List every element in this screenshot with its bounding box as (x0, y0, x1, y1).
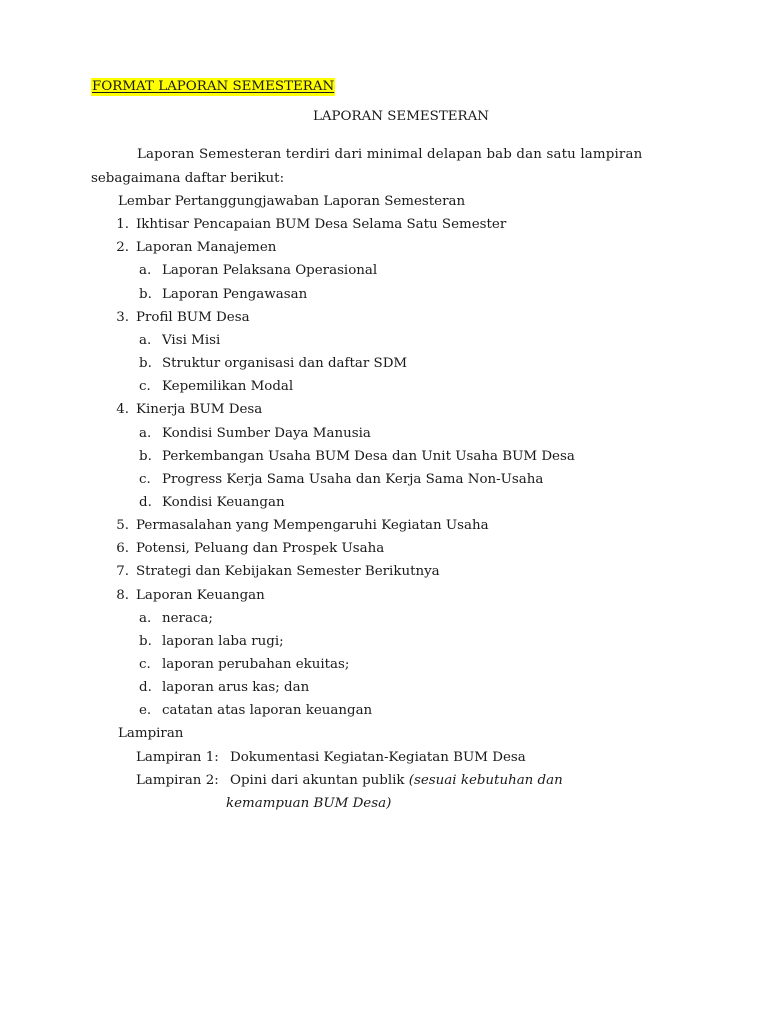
chapter-number: 6. (116, 541, 129, 556)
sub-item-text: Kondisi Sumber Daya Manusia (162, 426, 371, 441)
cover-sheet-line: Lembar Pertanggungjawaban Laporan Semesteran (118, 194, 466, 209)
sub-item-text: Visi Misi (162, 333, 221, 348)
sub-item-text: Progress Kerja Sama Usaha dan Kerja Sama Non-Usaha (162, 472, 544, 487)
chapter-title: Potensi, Peluang dan Prospek Usaha (136, 541, 385, 556)
sub-item-letter: b. (139, 287, 152, 302)
sub-item-letter: a. (139, 263, 152, 278)
chapter-title: Permasalahan yang Mempengaruhi Kegiatan Usaha (136, 518, 489, 533)
attachment-note-continued: kemampuan BUM Desa) (226, 796, 392, 811)
chapter-number: 2. (116, 240, 129, 255)
sub-item-letter: d. (139, 680, 152, 695)
sub-item-text: laporan perubahan ekuitas; (162, 657, 350, 672)
sub-item-text: catatan atas laporan keuangan (162, 703, 373, 718)
sub-item-text: Kondisi Keuangan (162, 495, 285, 510)
sub-item-letter: b. (139, 634, 152, 649)
chapter-number: 3. (116, 310, 129, 325)
chapter-title: Profil BUM Desa (136, 310, 250, 325)
chapter-title: Strategi dan Kebijakan Semester Berikutnya (136, 564, 440, 579)
document-title: LAPORAN SEMESTERAN (312, 109, 490, 124)
intro-paragraph-line-1: Laporan Semesteran terdiri dari minimal delapan bab dan satu lampiran (137, 147, 643, 162)
sub-item-letter: e. (139, 703, 152, 718)
sub-item-letter: b. (139, 449, 152, 464)
chapter-title: Ikhtisar Pencapaian BUM Desa Selama Satu Semester (136, 217, 507, 232)
sub-item-letter: c. (139, 657, 151, 672)
sub-item-text: neraca; (162, 611, 213, 626)
chapter-number: 5. (116, 518, 129, 533)
sub-item-letter: a. (139, 611, 152, 626)
chapter-number: 4. (116, 402, 129, 417)
intro-paragraph-line-2: sebagaimana daftar berikut: (91, 171, 285, 186)
document-heading: FORMAT LAPORAN SEMESTERAN (92, 79, 335, 94)
attachment-label: Lampiran 1: (136, 750, 219, 765)
sub-item-letter: c. (139, 472, 151, 487)
sub-item-letter: c. (139, 379, 151, 394)
chapter-title: Laporan Keuangan (136, 588, 265, 603)
heading-line (91, 78, 335, 96)
attachment-label: Lampiran 2: (136, 773, 219, 788)
attachment-note: (sesuai kebutuhan dan (404, 773, 563, 788)
sub-item-text: Laporan Pelaksana Operasional (162, 263, 378, 278)
sub-item-letter: d. (139, 495, 152, 510)
chapter-title: Kinerja BUM Desa (136, 402, 263, 417)
sub-item-letter: a. (139, 333, 152, 348)
chapter-number: 8. (116, 588, 129, 603)
chapter-number: 1. (116, 217, 129, 232)
attachment-text: Dokumentasi Kegiatan-Kegiatan BUM Desa (230, 750, 526, 765)
sub-item-letter: b. (139, 356, 152, 371)
sub-item-text: laporan laba rugi; (162, 634, 284, 649)
sub-item-text: Perkembangan Usaha BUM Desa dan Unit Usaha BUM Desa (162, 449, 575, 464)
sub-item-text: laporan arus kas; dan (162, 680, 310, 695)
attachments-heading: Lampiran (118, 726, 184, 741)
sub-item-text: Laporan Pengawasan (162, 287, 308, 302)
sub-item-letter: a. (139, 426, 152, 441)
chapter-title: Laporan Manajemen (136, 240, 277, 255)
sub-item-text: Struktur organisasi dan daftar SDM (162, 356, 408, 371)
chapter-number: 7. (116, 564, 129, 579)
attachment-text: Opini dari akuntan publik (sesuai kebutuhan dan (230, 773, 563, 788)
sub-item-text: Kepemilikan Modal (162, 379, 294, 394)
